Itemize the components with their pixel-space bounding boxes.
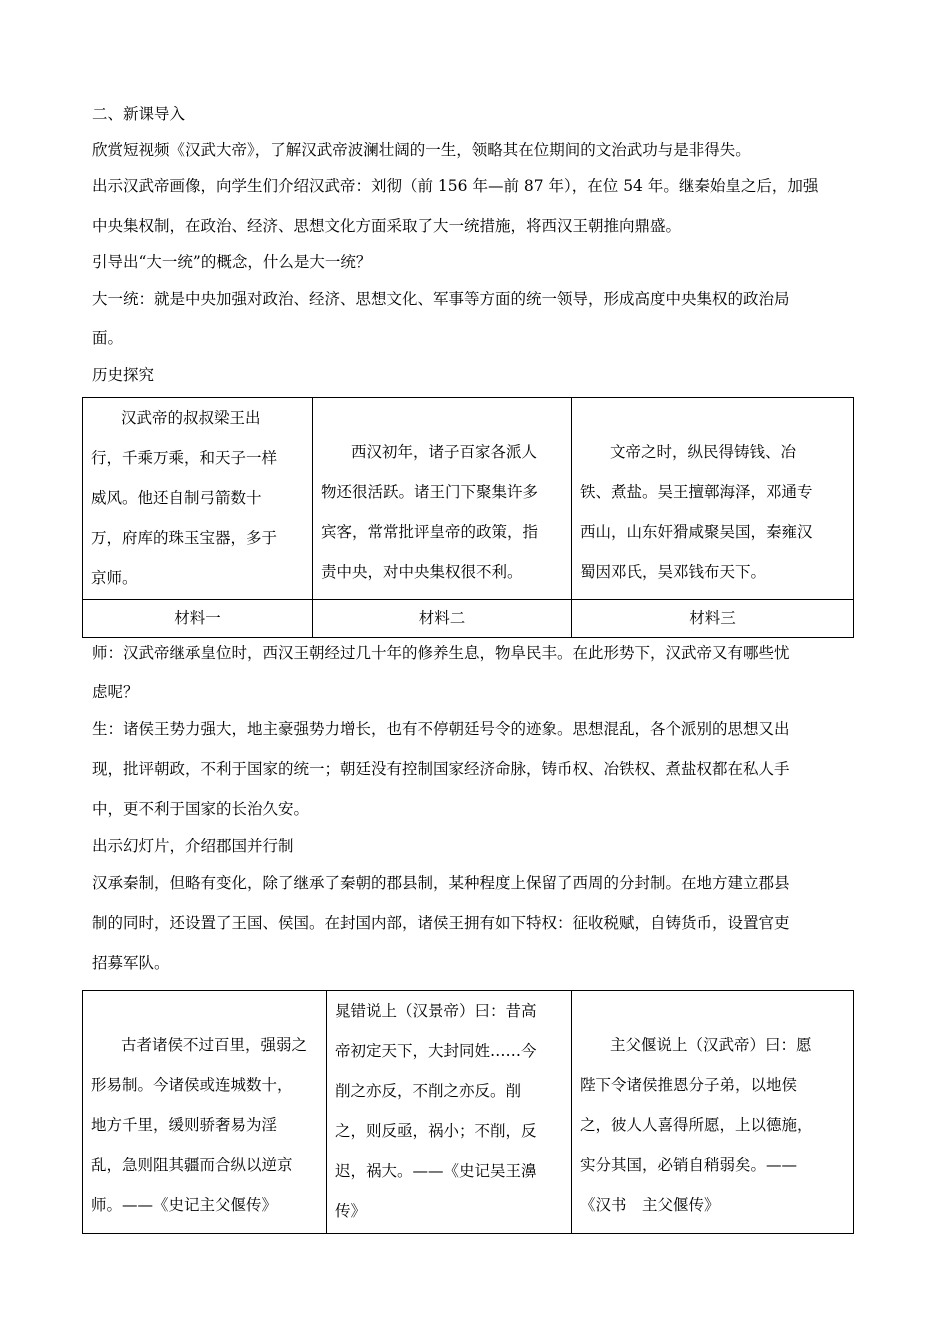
paragraph-slide: 出示幻灯片，介绍郡国并行制	[92, 837, 294, 855]
quote-1-line: 地方千里，缓则骄奢易为淫	[91, 1116, 278, 1134]
material-3-cell	[572, 398, 854, 600]
paragraph-system-line3: 招募军队。	[92, 954, 170, 972]
material-2-line: 物还很活跃。诸王门下聚集许多	[321, 483, 539, 501]
material-1-line: 京师。	[91, 569, 138, 587]
quote-1-cell	[83, 991, 327, 1234]
material-3-line: 蜀因邓氏，吴邓钱布天下。	[580, 563, 767, 581]
quote-2-line: 传》	[335, 1202, 367, 1220]
quote-1-line: 古者诸侯不过百里，强弱之	[121, 1036, 308, 1054]
material-3-line: 文帝之时，纵民得铸钱、冶	[610, 443, 797, 461]
materials-table-1	[82, 397, 854, 638]
section-heading: 二、新课导入	[92, 105, 186, 123]
paragraph-inquiry-heading: 历史探究	[92, 366, 155, 384]
material-1-line: 万，府库的珠玉宝器，多于	[91, 529, 278, 547]
paragraph-student-line2: 现，批评朝政，不利于国家的统一；朝廷没有控制国家经济命脉，铸币权、冶铁权、煮盐权都在私人手	[92, 760, 790, 778]
material-3-line: 铁、煮盐。吴王擅鄣海泽，邓通专	[580, 483, 813, 501]
quote-2-line: 之，则反亟，祸小；不削，反	[335, 1122, 537, 1140]
paragraph-student-line1: 生：诸侯王势力强大，地主豪强势力增长，也有不停朝廷号令的迹象。思想混乱，各个派别的思想又出	[92, 720, 790, 738]
materials-table-2	[82, 990, 854, 1234]
material-2-cell	[313, 398, 572, 600]
paragraph-student-line3: 中，更不利于国家的长治久安。	[92, 800, 310, 818]
quote-2-line: 削之亦反，不削之亦反。削	[335, 1082, 522, 1100]
material-3-line: 西山，山东奸猾咸聚吴国，秦雍汉	[580, 523, 813, 541]
paragraph-video: 欣赏短视频《汉武大帝》，了解汉武帝波澜壮阔的一生，领略其在位期间的文治武功与是非得失。	[92, 141, 751, 159]
quote-3-line: 陛下令诸侯推恩分子弟，以地侯	[580, 1076, 798, 1094]
quote-3-cell	[572, 991, 854, 1234]
quote-2-line: 帝初定天下，大封同姓……今	[335, 1042, 537, 1060]
material-2-line: 责中央，对中央集权很不利。	[321, 563, 523, 581]
material-1-line: 汉武帝的叔叔梁王出	[121, 409, 261, 427]
paragraph-teacher-line2: 虑呢？	[92, 683, 139, 701]
material-1-line: 行，千乘万乘，和天子一样	[91, 449, 278, 467]
paragraph-portrait-line1: 出示汉武帝画像，向学生们介绍汉武帝：刘彻（前 156 年—前 87 年），在位 54 年。继秦始皇之后，加强	[92, 177, 819, 195]
quote-2-line: 迟，祸大。——《史记吴王濞	[335, 1162, 537, 1180]
paragraph-system-line1: 汉承秦制，但略有变化，除了继承了秦朝的郡县制，某种程度上保留了西周的分封制。在地方建立郡县	[92, 874, 790, 892]
quote-1-line: 乱，急则阻其疆而合纵以逆京	[91, 1156, 293, 1174]
quote-3-line: 主父偃说上（汉武帝）曰：愿	[610, 1036, 812, 1054]
quote-1-line: 形易制。今诸侯或连城数十，	[91, 1076, 293, 1094]
quote-1-line: 师。——《史记主父偃传》	[91, 1196, 278, 1214]
paragraph-definition-line1: 大一统：就是中央加强对政治、经济、思想文化、军事等方面的统一领导，形成高度中央集权的政治局	[92, 290, 790, 308]
material-3-label: 材料三	[572, 600, 854, 638]
material-2-label: 材料二	[313, 600, 572, 638]
paragraph-teacher-line1: 师：汉武帝继承皇位时，西汉王朝经过几十年的修养生息，物阜民丰。在此形势下，汉武帝又有哪些忧	[92, 644, 790, 662]
material-1-label: 材料一	[83, 600, 313, 638]
paragraph-portrait-line2: 中央集权制，在政治、经济、思想文化方面采取了大一统措施，将西汉王朝推向鼎盛。	[92, 217, 682, 235]
material-2-line: 宾客，常常批评皇帝的政策，指	[321, 523, 539, 541]
paragraph-system-line2: 制的同时，还设置了王国、侯国。在封国内部，诸侯王拥有如下特权：征收税赋，自铸货币，设置官吏	[92, 914, 790, 932]
material-1-cell	[83, 398, 313, 600]
quote-3-line: 实分其国，必销自稍弱矣。——	[580, 1156, 798, 1174]
material-1-line: 威风。他还自制弓箭数十	[91, 489, 262, 507]
paragraph-question: 引导出“大一统”的概念，什么是大一统？	[92, 253, 372, 271]
quote-3-line: 之，彼人人喜得所愿，上以德施，	[580, 1116, 813, 1134]
paragraph-definition-line2: 面。	[92, 329, 124, 347]
material-2-line: 西汉初年，诸子百家各派人	[351, 443, 538, 461]
quote-3-line: 《汉书 主父偃传》	[580, 1196, 720, 1214]
quote-2-cell	[327, 991, 572, 1234]
quote-2-line: 晁错说上（汉景帝）曰：昔高	[335, 1002, 537, 1020]
